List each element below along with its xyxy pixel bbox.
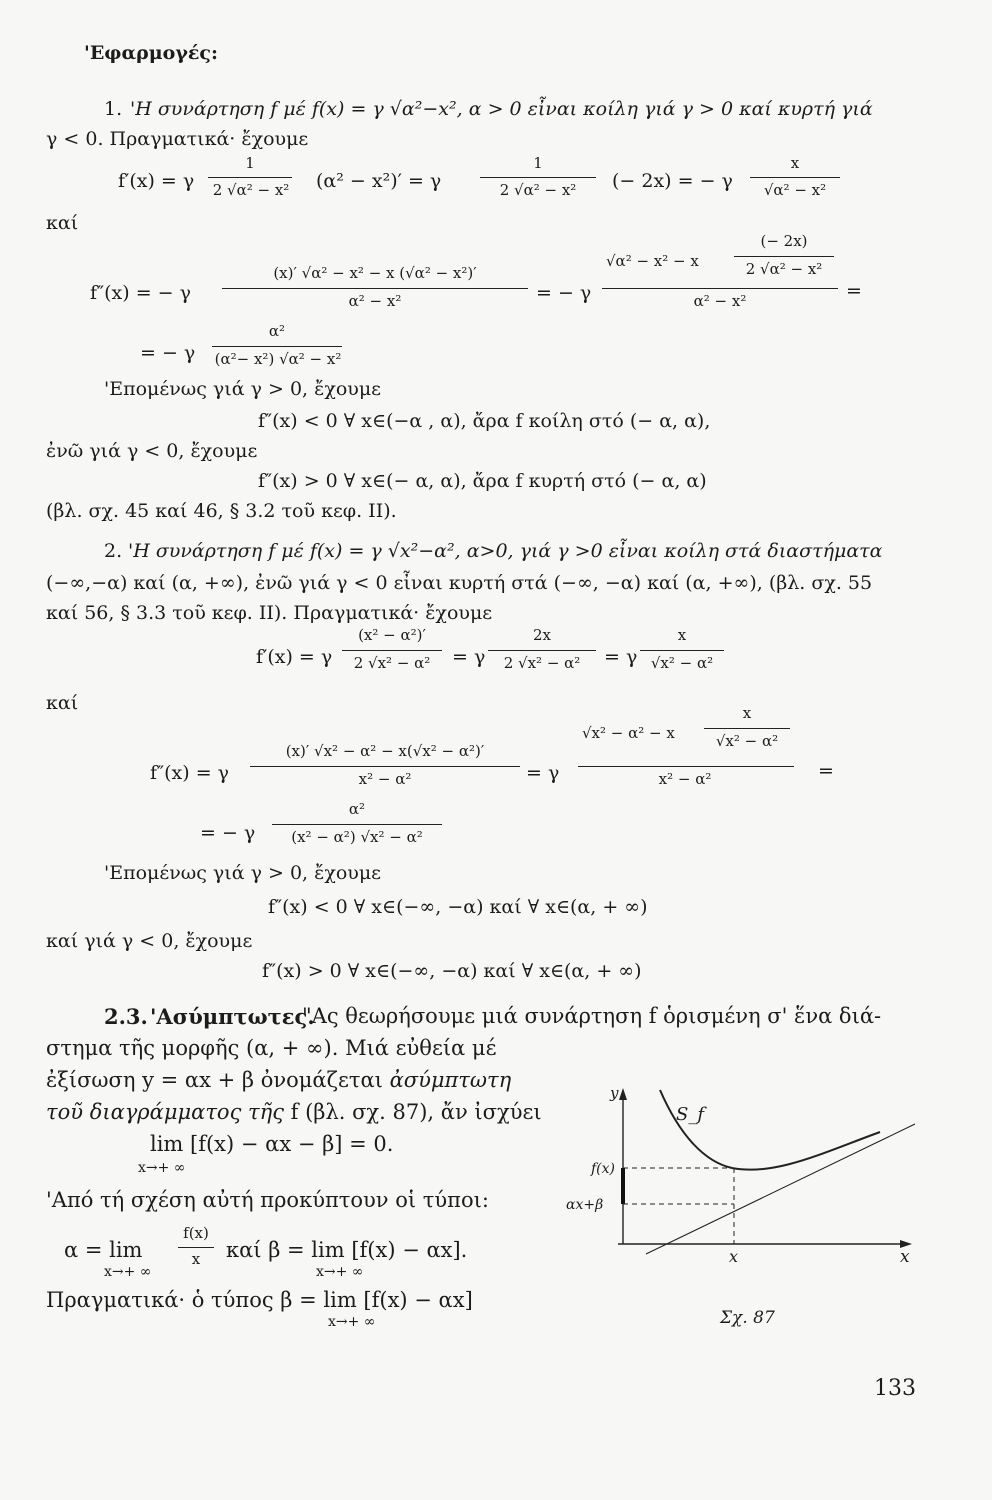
ex1-fprime-lhs: f′(x) = γ: [118, 170, 195, 192]
alpha-formula-lhs: α = lim: [64, 1238, 143, 1262]
fraction-bar: [250, 766, 520, 767]
figure-87: [560, 1076, 930, 1300]
fraction-bar: [212, 346, 342, 347]
y-axis-arrow: [619, 1088, 627, 1100]
ex2-conclusion-3: καί γιά γ < 0, ἔχουμε: [46, 930, 253, 952]
page-number: 133: [874, 1376, 916, 1401]
fraction-bar: [734, 256, 834, 257]
section-2-3-line-2: στημα τῆς μορφῆς (α, + ∞). Μιά εὐθεία μέ: [46, 1036, 497, 1060]
ex1-fsecond-num-3: α²: [268, 322, 286, 340]
ex2-fsecond-line2-lhs: = − γ: [200, 822, 256, 844]
fraction-bar: [640, 650, 724, 651]
asymptote-term: ἀσύμπτωτη: [389, 1068, 512, 1092]
alpha-formula-num: f(x): [183, 1224, 209, 1242]
ex2-fprime-num-1: (x² − α²)′: [358, 626, 426, 644]
ex1-conclusion-2: f″(x) < 0 ∀ x∈(−α , α), ἄρα f κοίλη στό (− α, α),: [258, 410, 711, 432]
section-2-3-line-1: "Ας θεωρήσουμε μιά συνάρτηση f ὁρισμένη σ' ἕνα διά-: [302, 1004, 882, 1028]
example-1-intro: 'Η συνάρτηση f μέ f(x) = γ √α²−x², α > 0 εἶναι κοίλη γιά γ > 0 καί κυρτή γιά: [130, 98, 873, 120]
fraction-bar: [272, 824, 442, 825]
ex1-fprime-num-1: 1: [245, 154, 255, 172]
section-2-3-line-3-a: ἐξίσωση y = αx + β ὀνομάζεται: [46, 1068, 390, 1092]
figure-caption: Σχ. 87: [720, 1308, 775, 1328]
ex2-fsecond-lhs: f″(x) = γ: [150, 762, 230, 784]
ex2-kai: καί: [46, 692, 79, 714]
ex1-conclusion-5: (βλ. σχ. 45 καί 46, § 3.2 τοῦ κεφ. II).: [46, 500, 397, 522]
curve-label: S_f: [676, 1104, 704, 1125]
ex1-fsecond-num-1: (x)′ √α² − x² − x (√α² − x²)′: [273, 264, 477, 282]
ex1-fsecond-line2-lhs: = − γ: [140, 342, 196, 364]
fraction-bar: [704, 728, 790, 729]
ex2-fsecond-num-2b: x: [742, 704, 752, 722]
ex2-fprime-num-2: 2x: [532, 626, 551, 644]
y-axis-label: y: [610, 1084, 619, 1102]
section-2-3-title: 'Ασύμπτωτες.: [150, 1004, 315, 1029]
line-label: αx+β: [566, 1197, 604, 1213]
ex2-conclusion-2: f″(x) < 0 ∀ x∈(−∞, −α) καί ∀ x∈(α, + ∞): [268, 896, 648, 918]
beta-formula-sub: x→+ ∞: [316, 1264, 364, 1280]
section-2-3-line-4-b: f (βλ. σχ. 87), ἄν ἰσχύει: [283, 1100, 542, 1124]
ex2-fprime-lhs: f′(x) = γ: [256, 646, 333, 668]
ex2-fprime-den-2: 2 √x² − α²: [503, 654, 581, 672]
ex2-fsecond-num-1: (x)′ √x² − α² − x(√x² − α²)′: [285, 742, 485, 760]
ex2-fprime-eq-1: = γ: [452, 646, 486, 668]
section-2-3-line-6-sub: x→+ ∞: [328, 1314, 376, 1330]
beta-formula: καί β = lim [f(x) − αx].: [226, 1238, 468, 1262]
fraction-bar: [488, 650, 596, 651]
ex2-fsecond-den-2: x² − α²: [658, 770, 712, 788]
ex2-fsecond-den-2b: √x² − α²: [715, 732, 779, 750]
fraction-bar: [208, 177, 292, 178]
ex2-fsecond-num-3: α²: [348, 800, 366, 818]
ex1-conclusion-3: ἐνῶ γιά γ < 0, ἔχουμε: [46, 440, 258, 462]
asymptote-line: [646, 1124, 915, 1254]
ex2-fprime-eq-2: = γ: [604, 646, 638, 668]
fraction-bar: [480, 177, 596, 178]
ex1-fsecond-num-2b: (− 2x): [760, 232, 808, 250]
example-1-intro-2: γ < 0. Πραγματικά· ἔχουμε: [46, 128, 309, 150]
function-curve: [660, 1090, 880, 1170]
ex1-fsecond-num-2a: √α² − x² − x: [606, 252, 699, 270]
figure-87-svg: [560, 1076, 930, 1300]
ex1-conclusion-4: f″(x) > 0 ∀ x∈(− α, α), ἄρα f κυρτή στό (− α, α): [258, 470, 707, 492]
ex2-fprime-den-3: √x² − α²: [650, 654, 714, 672]
ex2-fsecond-den-3: (x² − α²) √x² − α²: [291, 828, 423, 846]
ex1-fprime-mid-2: (− 2x) = − γ: [612, 170, 733, 192]
fraction-bar: [222, 288, 528, 289]
ex1-fsecond-den-2b: 2 √α² − x²: [745, 260, 823, 278]
fraction-bar: [342, 650, 442, 651]
ex2-conclusion-1: 'Επομένως γιά γ > 0, ἔχουμε: [104, 862, 382, 884]
section-2-3-line-5: 'Από τή σχέση αὐτή προκύπτουν οἱ τύποι:: [46, 1188, 489, 1212]
ex1-fsecond-den-1: α² − x²: [348, 292, 402, 310]
ex1-fprime-den-3: √α² − x²: [763, 181, 827, 199]
ex1-fprime-den-2: 2 √α² − x²: [499, 181, 577, 199]
fraction-bar: [178, 1247, 214, 1248]
alpha-formula-den: x: [191, 1250, 201, 1268]
section-heading: 'Εφαρμογές:: [84, 42, 219, 64]
section-2-3-line-4: [46, 1100, 542, 1124]
ex2-fprime-num-3: x: [677, 626, 687, 644]
example-1-number: 1.: [104, 98, 123, 120]
section-2-3-line-3: [46, 1068, 511, 1092]
ex1-fprime-den-1: 2 √α² − x²: [212, 181, 290, 199]
fx-label: f(x): [591, 1161, 616, 1177]
fraction-bar: [750, 177, 840, 178]
section-2-3-line-4-a: τοῦ διαγράμματος τῆς: [46, 1100, 284, 1124]
example-2-intro-3: καί 56, § 3.3 τοῦ κεφ. II). Πραγματικά· ἔχουμε: [46, 602, 493, 624]
ex1-fsecond-den-2: α² − x²: [693, 292, 747, 310]
ex1-fsecond-mid: = − γ: [536, 282, 592, 304]
ex2-fsecond-num-2a: √x² − α² − x: [582, 724, 675, 742]
limit-definition-sub: x→+ ∞: [138, 1160, 186, 1176]
ex2-fsecond-eq: =: [818, 760, 834, 782]
fraction-bar: [578, 766, 794, 767]
fraction-bar: [602, 288, 838, 289]
ex2-fsecond-den-1: x² − α²: [358, 770, 412, 788]
limit-definition: lim [f(x) − αx − β] = 0.: [150, 1132, 394, 1156]
ex2-fprime-den-1: 2 √x² − α²: [353, 654, 431, 672]
example-2-intro: 'Η συνάρτηση f μέ f(x) = γ √x²−α², α>0, γιά γ >0 εἶναι κοίλη στά διαστήματα: [128, 540, 883, 562]
ex1-fprime-mid-1: (α² − x²)′ = γ: [316, 170, 442, 192]
example-2-number: 2.: [104, 540, 123, 562]
x-tick-label: x: [729, 1247, 739, 1266]
ex1-conclusion-1: 'Επομένως γιά γ > 0, ἔχουμε: [104, 378, 382, 400]
ex1-fsecond-eq: =: [846, 280, 862, 302]
ex1-fprime-num-3: x: [790, 154, 800, 172]
x-axis-label: x: [900, 1247, 910, 1267]
section-2-3-number: 2.3.: [104, 1004, 148, 1029]
section-2-3-line-6: Πραγματικά· ὁ τύπος β = lim [f(x) − αx]: [46, 1288, 473, 1312]
ex1-fsecond-lhs: f″(x) = − γ: [90, 282, 191, 304]
ex2-conclusion-4: f″(x) > 0 ∀ x∈(−∞, −α) καί ∀ x∈(α, + ∞): [262, 960, 642, 982]
ex1-kai: καί: [46, 212, 79, 234]
ex2-fsecond-mid: = γ: [526, 762, 560, 784]
ex1-fprime-num-2: 1: [533, 154, 543, 172]
alpha-formula-sub: x→+ ∞: [104, 1264, 152, 1280]
ex1-fsecond-den-3: (α²− x²) √α² − x²: [214, 350, 342, 368]
example-2-intro-2: (−∞,−α) καί (α, +∞), ἐνῶ γιά γ < 0 εἶναι κυρτή στά (−∞, −α) καί (α, +∞), (βλ. σχ. 55: [46, 572, 873, 594]
